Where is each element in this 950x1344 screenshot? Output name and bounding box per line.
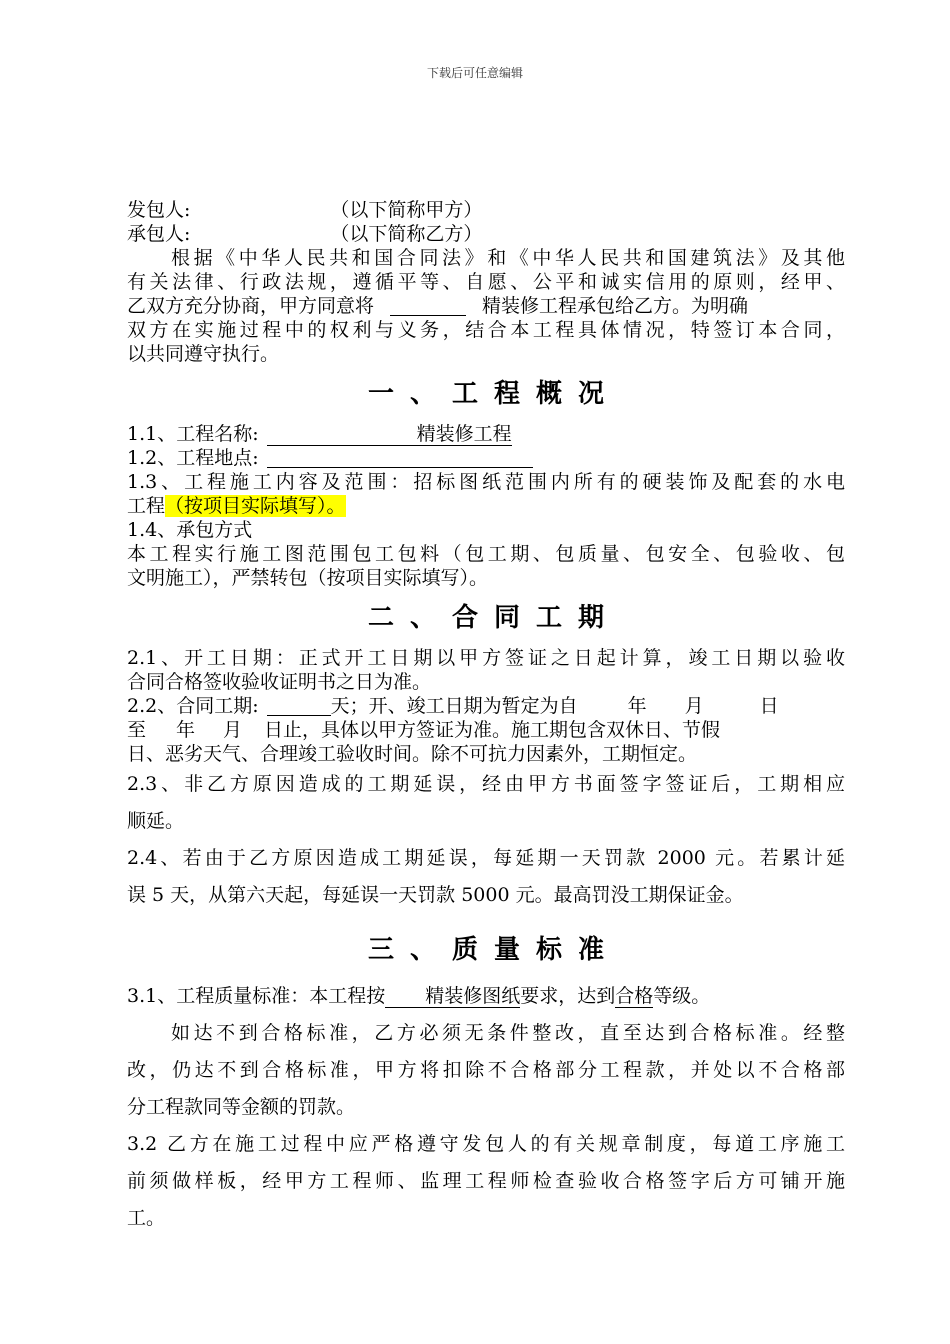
item-3-1-end: 等级。 [653, 985, 711, 1007]
item-2-3-line-1: 2.3、非乙方原因造成的工期延误，经由甲方书面签字签证后，工期相应 [127, 773, 845, 795]
item-2-2-text: 天；开、竣工日期为暂定为自 [330, 695, 578, 717]
item-3-1-grade: 合格 [615, 985, 654, 1007]
quality-paragraph-line-2: 改，仍达不到合格标准，甲方将扣除不合格部分工程款，并处以不合格部 [127, 1059, 845, 1081]
start-year-label: 年 [627, 695, 647, 717]
item-3-2-line-1: 3.2 乙方在施工过程中应严格遵守发包人的有关规章制度，每道工序施工 [127, 1133, 845, 1155]
item-1-2 [127, 446, 845, 470]
item-1-1-value: 精装修工程 [267, 423, 512, 446]
section-1-title: 一、工程概况 [367, 379, 620, 409]
quality-paragraph-line-1: 如达不到合格标准，乙方必须无条件整改，直至达到合格标准。经整 [171, 1022, 845, 1044]
item-3-1-standard: 精装修图纸 [385, 985, 520, 1008]
item-1-3-text: 工程 [127, 495, 166, 517]
item-2-2-line-3: 日、恶劣天气、合理竣工验收时间。除不可抗力因素外，工期恒定。 [127, 743, 698, 765]
contract-body [127, 198, 845, 1237]
page-header-note: 下载后可任意编辑 [426, 66, 523, 80]
item-1-4-line-1: 本工程实行施工图范围包工包料（包工期、包质量、包安全、包验收、包 [127, 543, 845, 565]
end-date-prefix: 至 [127, 719, 147, 741]
party-a-note: （以下简称甲方） [330, 199, 483, 221]
intro-paragraph-line-1: 根据《中华人民共和国合同法》和《中华人民共和国建筑法》及其他 [171, 247, 845, 269]
item-2-4-line-2: 误 5 天，从第六天起，每延误一天罚款 5000 元。最高罚没工期保证金。 [127, 884, 744, 906]
end-year-label: 年 [176, 719, 196, 741]
item-1-4-label: 1.4、承包方式 [127, 519, 253, 541]
highlighted-note: （按项目实际填写）。 [165, 495, 346, 517]
item-1-1 [127, 422, 845, 446]
project-name-blank [390, 294, 466, 316]
item-2-4-line-1: 2.4、若由于乙方原因造成工期延误，每延期一天罚款 2000 元。若累计延 [127, 847, 845, 869]
item-1-2-blank [267, 446, 533, 468]
item-3-2-line-3: 工。 [127, 1207, 166, 1229]
item-2-1-line-2: 合同合格签收验收证明书之日为准。 [127, 671, 432, 693]
end-month-label: 月 [223, 719, 243, 741]
start-day-label: 日 [759, 695, 779, 717]
intro-paragraph-line-2: 有关法律、行政法规，遵循平等、自愿、公平和诚实信用的原则，经甲、 [127, 271, 845, 293]
section-3-title: 三、质量标准 [367, 935, 620, 965]
party-b-note: （以下简称乙方） [330, 223, 483, 245]
intro-paragraph-line-5: 以共同遵守执行。 [127, 343, 280, 365]
item-2-2-line-2 [127, 718, 845, 742]
intro-paragraph-line-4: 双方在实施过程中的权利与义务，结合本工程具体情况，特签订本合同， [127, 319, 845, 341]
item-2-2-line-2-text: 日止，具体以甲方签证为准。施工期包含双休日、节假 [264, 719, 721, 741]
item-1-3-line-1: 1.3、工程施工内容及范围：招标图纸范围内所有的硬装饰及配套的水电 [127, 471, 845, 493]
intro-paragraph-line-3 [127, 294, 845, 318]
item-3-1-label: 3.1、工程质量标准：本工程按 [127, 985, 386, 1007]
item-3-1-mid: 要求，达到 [520, 985, 616, 1007]
intro-line-3-end: 精装修工程承包给乙方。为明确 [482, 295, 749, 317]
party-a-line [127, 198, 845, 222]
item-1-3-line-2 [127, 494, 845, 518]
party-b-line [127, 222, 845, 246]
item-1-1-label: 1.1、工程名称: [127, 423, 259, 445]
item-2-2-label: 2.2、合同工期: [127, 695, 259, 717]
item-2-2-line-1 [127, 694, 845, 718]
item-2-3-line-2: 顺延。 [127, 810, 185, 832]
item-3-1 [127, 978, 845, 1015]
party-b-label: 承包人: [127, 223, 191, 245]
intro-line-3-start: 乙双方充分协商，甲方同意将 [127, 295, 375, 317]
duration-blank [267, 694, 331, 716]
section-2-title: 二、合同工期 [367, 603, 620, 633]
party-a-label: 发包人: [127, 199, 191, 221]
start-month-label: 月 [684, 695, 704, 717]
item-3-2-line-2: 前须做样板，经甲方工程师、监理工程师检查验收合格签字后方可铺开施 [127, 1170, 845, 1192]
item-2-1-line-1: 2.1、开工日期：正式开工日期以甲方签证之日起计算，竣工日期以验收 [127, 647, 845, 669]
item-1-4-line-2: 文明施工），严禁转包（按项目实际填写）。 [127, 567, 489, 589]
quality-paragraph-line-3: 分工程款同等金额的罚款。 [127, 1096, 356, 1118]
item-1-2-label: 1.2、工程地点: [127, 447, 259, 469]
